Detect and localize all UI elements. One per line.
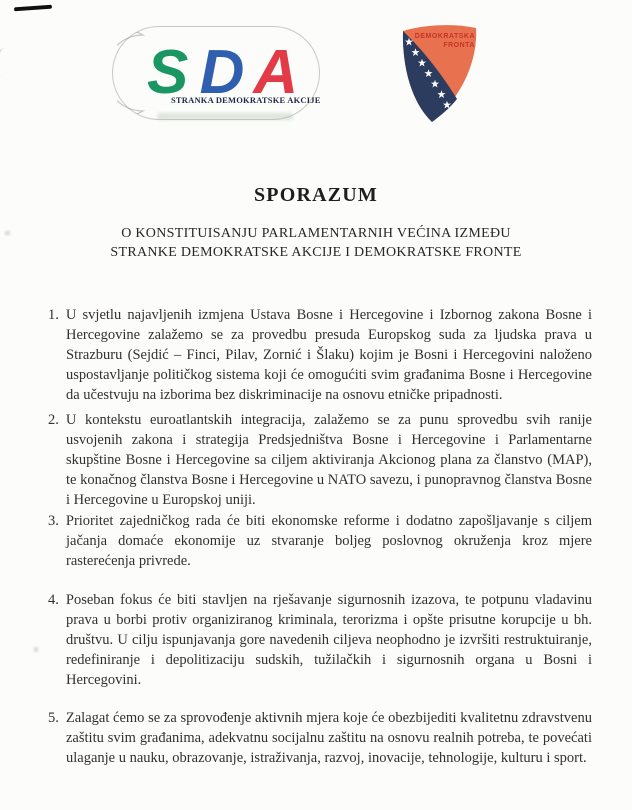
- item-text: Poseban fokus će biti stavljen na rješavanje sigurnosnih izazova, te potpunu vladavinu prava u borbi protiv organiziranog kriminala, terorizma i opšte prisutne korupcije u bh. društvu. U cilju ispunjavanja gore navedenih ciljeva neophodno je izvršiti restruktuiranje, redefiniranje i depolitizaciju sudskih, tužilačkih i sigurnosnih organa u Bosni i Hercegovini.: [65, 592, 592, 688]
- df-name-line1: DEMOKRATSKA: [414, 33, 475, 40]
- scan-artifact: [34, 647, 38, 652]
- sda-caption: STRANKA DEMOKRATSKE AKCIJE: [171, 95, 321, 105]
- list-item: [48, 305, 592, 405]
- item-number: 5.: [48, 710, 59, 726]
- item-text: Zalagat ćemo se za sprovođenje aktivnih mjera koje će obezbijediti kvalitetnu zdravstvenu zaštitu svim građanima, adekvatnu socijalnu zaštitu na osnovu realnih potreba, te povećati ulaganje u nauku, obrazovanje, istraživanja, razvoj, inovacije, tehnologije, kulturu i sport.: [65, 710, 592, 766]
- document-subtitle: [0, 224, 632, 262]
- list-item: [48, 511, 592, 571]
- sda-letter-a: A: [253, 38, 295, 107]
- df-name-line2: FRONTA: [443, 42, 475, 49]
- item-number: 1.: [48, 307, 59, 323]
- list-item: [48, 410, 592, 510]
- item-text: U svjetlu najavljenih izmjena Ustava Bosne i Hercegovine i Izbornog zakona Bosne i Hercegovine zalažemo se za provedbu presuda Europskog suda za ljudska prava u Strazburu (Sejdić – Finci, Pilav, Zornić i Šlaku) kojim je Bosni i Hercegovini naloženo uspostavljanje političkog sistema koji će omogućiti svim građanima Bosne i Hercegovine da učestvuju na izborima bez diskriminacije na osnovu etničke pripadnosti.: [65, 307, 592, 403]
- document-title: SPORAZUM: [253, 184, 379, 206]
- df-logo: [394, 23, 480, 123]
- item-number: 2.: [48, 412, 59, 428]
- scan-artifact: [157, 113, 293, 120]
- list-item: [48, 590, 592, 690]
- list-item: [48, 708, 592, 768]
- item-number: 4.: [48, 592, 59, 608]
- item-text: U kontekstu euroatlantskih integracija, zalažemo se za punu sprovedbu svih ranije usvojenih zakona i strategija Predsjedništva Bosne i Hercegovine i Parlamentarne skupštine Bosne i Hercegovine sa ciljem aktiviranja Akcionog plana za članstvo (MAP), te konačnog članstva Bosne i Hercegovine u NATO savezu, i punopravnog članstva Bosne i Hercegovine u Europskoj uniji.: [65, 412, 592, 508]
- scan-artifact: [0, 47, 11, 76]
- sda-letter-d: D: [199, 38, 242, 107]
- item-text: Prioritet zajedničkog rada će biti ekonomske reforme i dodatno zapošljavanje s ciljem jačanja domaće ekonomije uz stvaranje boljeg poslovnog okruženja kroz mjere rasterećenja privrede.: [65, 513, 592, 569]
- subtitle-line-2: STRANKE DEMOKRATSKE AKCIJE I DEMOKRATSKE FRONTE: [110, 245, 522, 260]
- sda-logo: [112, 26, 320, 120]
- item-number: 3.: [48, 513, 59, 529]
- sda-letter-s: S: [147, 38, 186, 107]
- subtitle-line-1: O KONSTITUISANJU PARLAMENTARNIH VEĆINA IZMEĐU: [121, 226, 511, 241]
- agreement-items: [48, 305, 592, 768]
- scan-artifact: [14, 5, 52, 12]
